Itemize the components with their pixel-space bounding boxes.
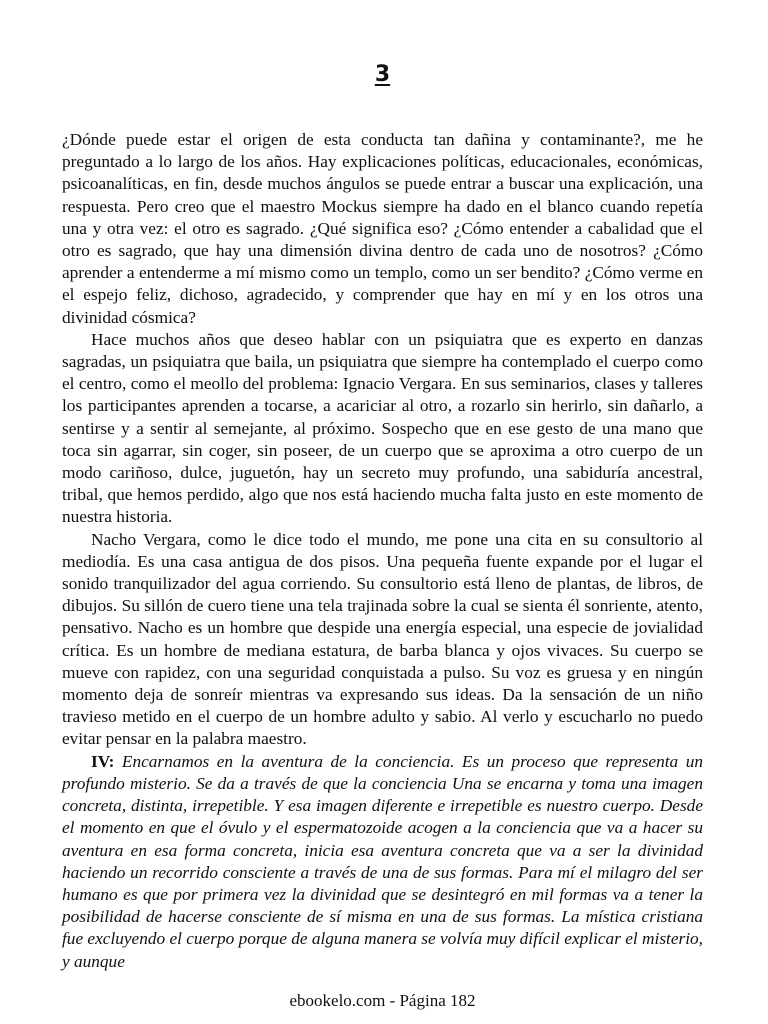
- interview-speaker: IV:: [91, 751, 115, 771]
- body-text: [62, 129, 703, 973]
- interview-answer: Encarnamos en la aventura de la conciencia. Es un proceso que representa un profundo misterio. Se da a través de que la conciencia Una se encarna y toma una imagen concreta, distinta, irrepetible. Y esa imagen diferente e irrepetible es nuestro cuerpo. Desde el momento en que el óvulo y el espermatozoide acogen a la conciencia que va a hacer su aventura en esa forma concreta, inicia esa aventura concreta que va a ser la divinidad haciendo un recorrido consciente a través de una de sus formas. Para mí el milagro del ser humano es que por primera vez la divinidad que se desintegró en mil formas va a tener la posibilidad de hacerse consciente de sí misma en una de sus formas. La mística cristiana fue excluyendo el cuerpo porque de alguna manera se volvía muy difícil explicar el misterio, y aunque: [62, 751, 703, 971]
- paragraph-1: ¿Dónde puede estar el origen de esta conducta tan dañina y contaminante?, me he preguntado a lo largo de los años. Hay explicaciones políticas, educacionales, económicas, psicoanalíticas, en fin, desde muchos ángulos se puede entrar a buscar una explicación, una respuesta. Pero creo que el maestro Mockus siempre ha dado en el blanco cuando repetía una y otra vez: el otro es sagrado. ¿Qué significa eso? ¿Cómo entender a cabalidad que el otro es sagrado, que hay una dimensión divina dentro de cada uno de nosotros? ¿Cómo aprender a entenderme a mí mismo como un templo, como un ser bendito? ¿Cómo verme en el espejo feliz, dichoso, agradecido, y comprender que hay en mí y en los otros una divinidad cósmica?: [62, 130, 703, 327]
- paragraph-2: Hace muchos años que deseo hablar con un psiquiatra que es experto en danzas sagradas, un psiquiatra que baila, un psiquiatra que siempre ha contemplado el cuerpo como el centro, como el meollo del problema: Ignacio Vergara. En sus seminarios, clases y talleres los participantes aprenden a tocarse, a acariciar al otro, a rozarlo sin herirlo, sin dañarlo, a sentirse y a sentir al semejante, al próximo. Sospecho que en ese gesto de una mano que toca sin agarrar, sin coger, sin poseer, de un cuerpo que se aproxima a otro cuerpo de un modo cariñoso, dulce, juguetón, hay un secreto muy profundo, una sabiduría ancestral, tribal, que hemos perdido, algo que nos está haciendo mucha falta justo en este momento de nuestra historia.: [62, 329, 703, 527]
- interview-paragraph: [62, 751, 703, 973]
- chapter-number: 3: [374, 62, 391, 87]
- book-page: [62, 0, 703, 1024]
- paragraph-3: Nacho Vergara, como le dice todo el mundo, me pone una cita en su consultorio al mediodía. Es una casa antigua de dos pisos. Una pequeña fuente expande por el lugar el sonido tranquilizador del agua corriendo. Su consultorio está lleno de plantas, de libros, de dibujos. Su sillón de cuero tiene una tela trajinada sobre la cual se sienta él sonriente, atento, pensativo. Nacho es un hombre que despide una energía especial, una especie de jovialidad crítica. Es un hombre de mediana estatura, de barba blanca y ojos vivaces. Su cuerpo se mueve con rapidez, con una seguridad conquistada a pulso. Su voz es gruesa y en ningún momento deja de sonreír mientras va expresando sus ideas. Da la sensación de un niño travieso metido en el cuerpo de un hombre adulto y sabio. Al verlo y escucharlo no puedo evitar pensar en la palabra maestro.: [62, 529, 703, 749]
- page-footer: ebookelo.com - Página 182: [289, 991, 476, 1010]
